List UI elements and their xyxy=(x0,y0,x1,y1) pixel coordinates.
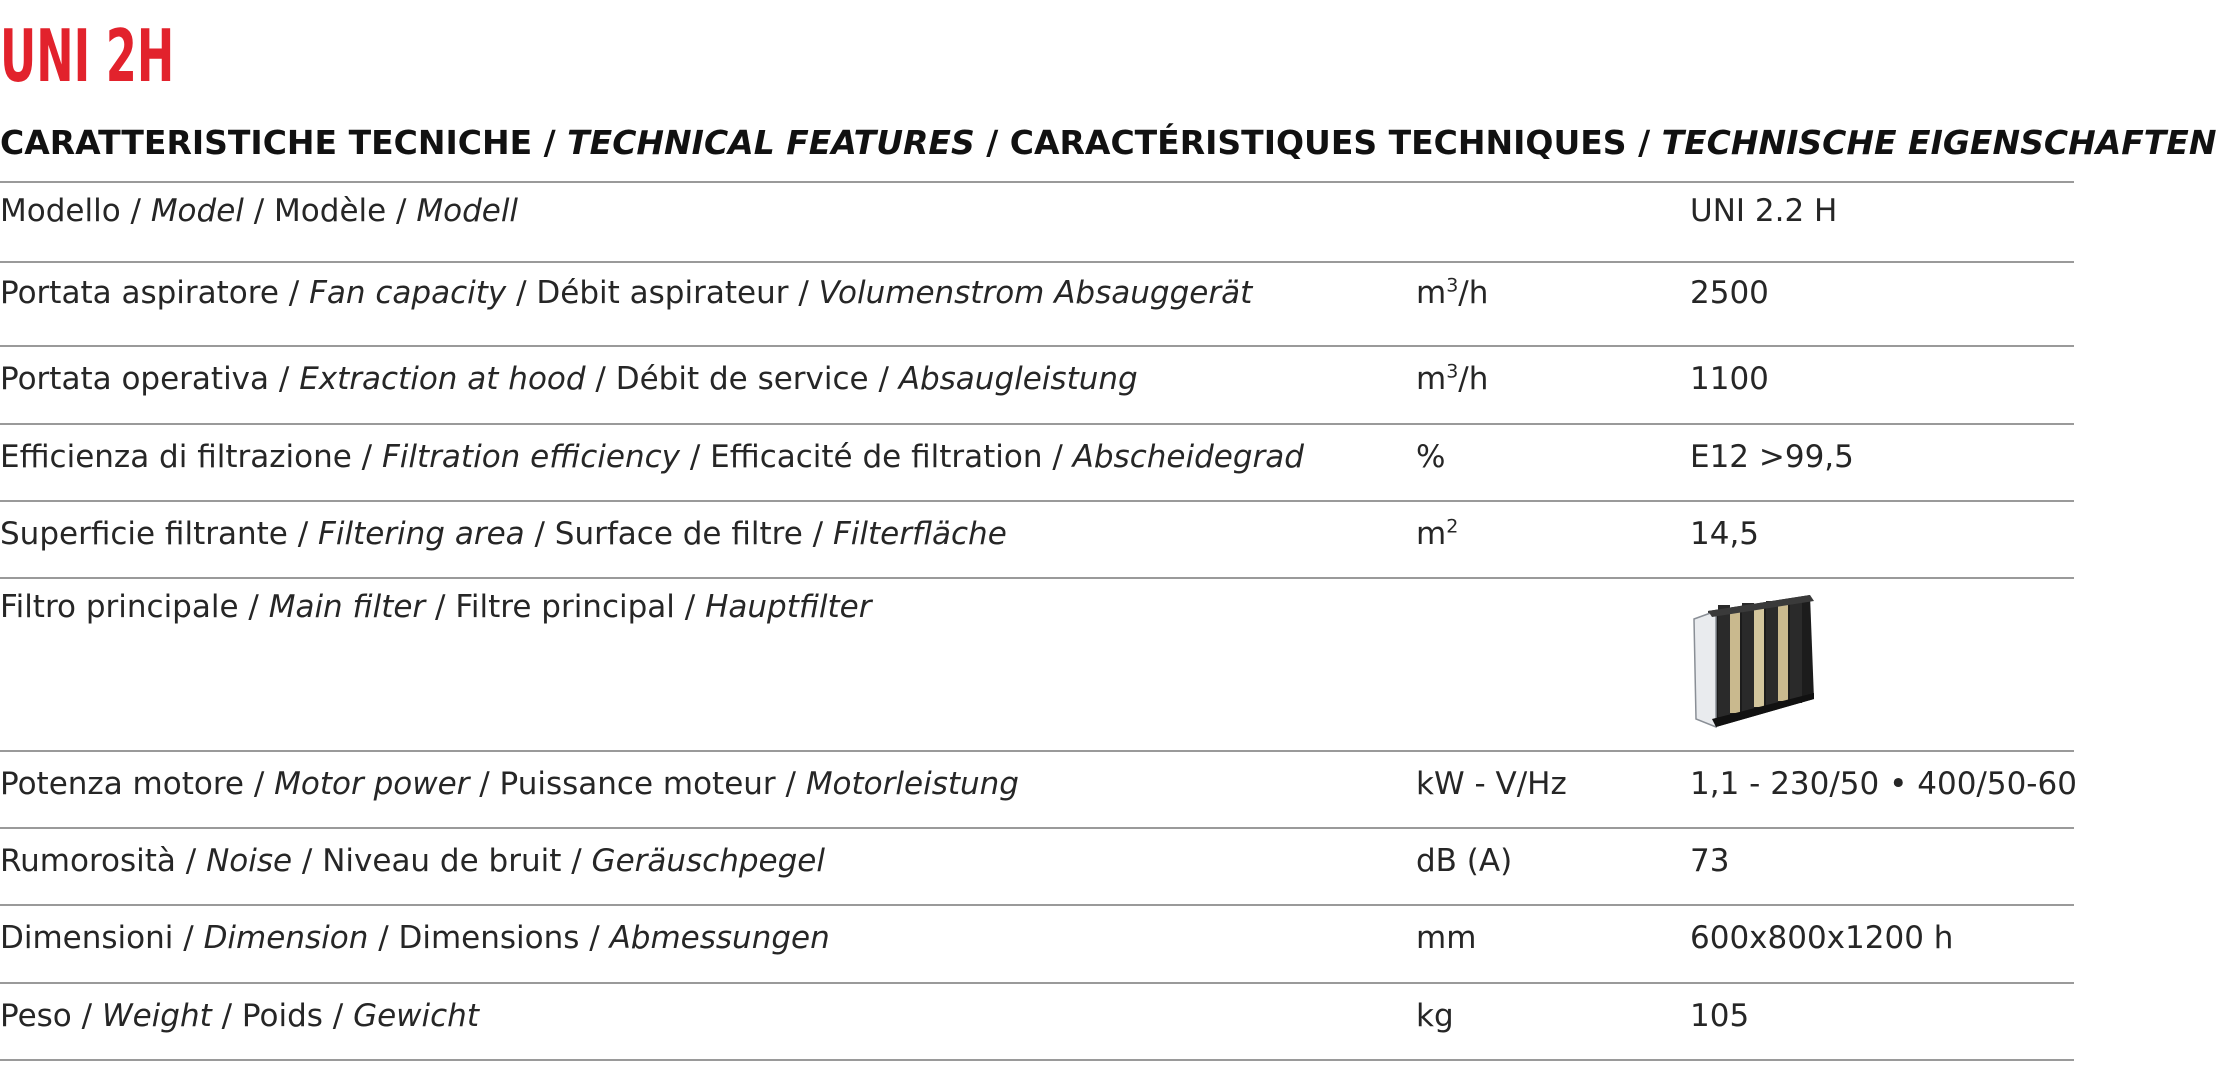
label-sep: / xyxy=(120,193,151,229)
label-fr: Niveau de bruit xyxy=(322,843,562,879)
label-sep: / xyxy=(351,439,382,475)
unit-text: % xyxy=(1416,439,1446,475)
spec-unit xyxy=(1416,920,1476,956)
spec-row xyxy=(0,183,2074,263)
heading-en: TECHNICAL FEATURES xyxy=(567,123,975,162)
spec-value: 14,5 xyxy=(1690,516,1760,552)
spec-label xyxy=(0,998,479,1034)
spec-value: 2500 xyxy=(1690,275,1769,311)
spec-row xyxy=(0,984,2074,1061)
spec-value: 1100 xyxy=(1690,361,1769,397)
label-it: Portata operativa xyxy=(0,361,270,397)
label-sep: / xyxy=(679,439,711,475)
label-sep: / xyxy=(211,998,242,1034)
label-de: Motorleistung xyxy=(805,766,1019,802)
spec-row xyxy=(0,263,2074,347)
label-fr: Filtre principal xyxy=(455,589,675,625)
label-en: Weight xyxy=(101,998,212,1034)
label-sep: / xyxy=(469,766,500,802)
unit-text: mm xyxy=(1416,920,1477,956)
spec-value: E12 >99,5 xyxy=(1690,439,1854,475)
label-it: Portata aspiratore xyxy=(0,275,279,311)
heading-sep: / xyxy=(974,123,1010,162)
unit-text: m xyxy=(1416,516,1447,552)
heading-sep: / xyxy=(532,123,568,162)
spec-row xyxy=(0,829,2074,906)
spec-table xyxy=(0,181,2077,1061)
spec-label xyxy=(0,589,871,625)
label-sep: / xyxy=(243,193,275,229)
unit-text: kW - V/Hz xyxy=(1416,766,1567,802)
label-sep: / xyxy=(579,920,610,956)
label-en: Dimension xyxy=(203,920,369,956)
label-sep: / xyxy=(674,589,706,625)
unit-superscript: 3 xyxy=(1446,274,1459,297)
label-sep: / xyxy=(287,516,318,552)
spec-value: 73 xyxy=(1690,843,1730,879)
label-en: Noise xyxy=(206,843,293,879)
label-sep: / xyxy=(802,516,833,552)
unit-text: m xyxy=(1416,361,1447,397)
label-fr: Débit de service xyxy=(615,361,869,397)
label-en: Motor power xyxy=(274,766,470,802)
label-sep: / xyxy=(386,193,417,229)
label-sep: / xyxy=(775,766,806,802)
spec-unit xyxy=(1416,766,1567,802)
label-sep: / xyxy=(278,275,310,311)
spec-unit xyxy=(1416,275,1488,311)
label-sep: / xyxy=(243,766,275,802)
section-heading xyxy=(0,118,2216,168)
unit-text: kg xyxy=(1416,998,1454,1034)
label-fr: Puissance moteur xyxy=(499,766,776,802)
label-de: Gewicht xyxy=(353,998,479,1034)
spec-value: UNI 2.2 H xyxy=(1690,193,1838,229)
spec-unit xyxy=(1416,998,1454,1034)
spec-label xyxy=(0,920,830,956)
spec-row xyxy=(0,425,2074,502)
label-fr: Modèle xyxy=(274,193,387,229)
label-fr: Poids xyxy=(241,998,323,1034)
label-sep: / xyxy=(368,920,399,956)
label-de: Modell xyxy=(416,193,519,229)
label-it: Dimensioni xyxy=(0,920,174,956)
spec-unit xyxy=(1416,516,1458,552)
spec-label xyxy=(0,843,825,879)
label-sep: / xyxy=(175,843,207,879)
label-de: Filterfläche xyxy=(832,516,1007,552)
spec-value: 105 xyxy=(1690,998,1750,1034)
heading-fr: CARACTÉRISTIQUES TECHNIQUES xyxy=(1009,123,1627,162)
label-de: Abscheidegrad xyxy=(1072,439,1304,475)
unit-superscript: 2 xyxy=(1446,515,1459,538)
label-sep: / xyxy=(322,998,354,1034)
unit-text: m xyxy=(1416,275,1447,311)
unit-text: dB (A) xyxy=(1416,843,1513,879)
label-en: Filtering area xyxy=(318,516,525,552)
label-fr: Efficacité de filtration xyxy=(710,439,1043,475)
label-sep: / xyxy=(1042,439,1073,475)
label-sep: / xyxy=(425,589,456,625)
spec-unit xyxy=(1416,439,1445,475)
filter-image xyxy=(1690,595,1820,729)
spec-label xyxy=(0,361,1138,397)
label-sep: / xyxy=(506,275,537,311)
spec-row xyxy=(0,579,2074,752)
unit-suffix: /h xyxy=(1458,275,1489,311)
label-de: Geräuschpegel xyxy=(591,843,825,879)
label-en: Main filter xyxy=(268,589,426,625)
spec-label xyxy=(0,439,1304,475)
spec-label xyxy=(0,516,1007,552)
spec-label xyxy=(0,193,518,229)
label-it: Efficienza di filtrazione xyxy=(0,439,352,475)
label-sep: / xyxy=(868,361,899,397)
spec-label xyxy=(0,275,1252,311)
label-fr: Dimensions xyxy=(398,920,580,956)
heading-de: TECHNISCHE EIGENSCHAFTEN xyxy=(1661,123,2216,162)
label-sep: / xyxy=(788,275,819,311)
label-de: Absaugleistung xyxy=(898,361,1138,397)
spec-unit xyxy=(1416,361,1488,397)
label-de: Abmessungen xyxy=(609,920,830,956)
spec-row xyxy=(0,502,2074,579)
spec-unit xyxy=(1416,843,1512,879)
label-it: Modello xyxy=(0,193,121,229)
spec-value: 600x800x1200 h xyxy=(1690,920,1954,956)
label-en: Model xyxy=(150,193,244,229)
label-sep: / xyxy=(292,843,323,879)
spec-row xyxy=(0,906,2074,984)
spec-value: 1,1 - 230/50 • 400/50-60 xyxy=(1690,766,2077,802)
label-sep: / xyxy=(238,589,269,625)
label-sep: / xyxy=(269,361,300,397)
heading-sep: / xyxy=(1626,123,1662,162)
label-sep: / xyxy=(524,516,555,552)
unit-superscript: 3 xyxy=(1446,360,1459,383)
label-sep: / xyxy=(71,998,102,1034)
label-de: Volumenstrom Absauggerät xyxy=(818,275,1253,311)
label-fr: Débit aspirateur xyxy=(536,275,789,311)
unit-suffix: /h xyxy=(1458,361,1489,397)
label-it: Potenza motore xyxy=(0,766,244,802)
label-sep: / xyxy=(585,361,616,397)
label-sep: / xyxy=(561,843,592,879)
label-en: Filtration efficiency xyxy=(381,439,680,475)
label-it: Filtro principale xyxy=(0,589,239,625)
label-fr: Surface de filtre xyxy=(554,516,803,552)
page-title: UNI 2H xyxy=(0,14,175,98)
label-en: Extraction at hood xyxy=(299,361,586,397)
label-it: Rumorosità xyxy=(0,843,176,879)
spec-label xyxy=(0,766,1019,802)
label-en: Fan capacity xyxy=(309,275,507,311)
label-it: Superficie filtrante xyxy=(0,516,288,552)
spec-row xyxy=(0,752,2077,829)
label-it: Peso xyxy=(0,998,72,1034)
label-de: Hauptfilter xyxy=(705,589,872,625)
spec-row xyxy=(0,347,2074,425)
label-sep: / xyxy=(173,920,204,956)
heading-it: CARATTERISTICHE TECNICHE xyxy=(0,123,533,162)
